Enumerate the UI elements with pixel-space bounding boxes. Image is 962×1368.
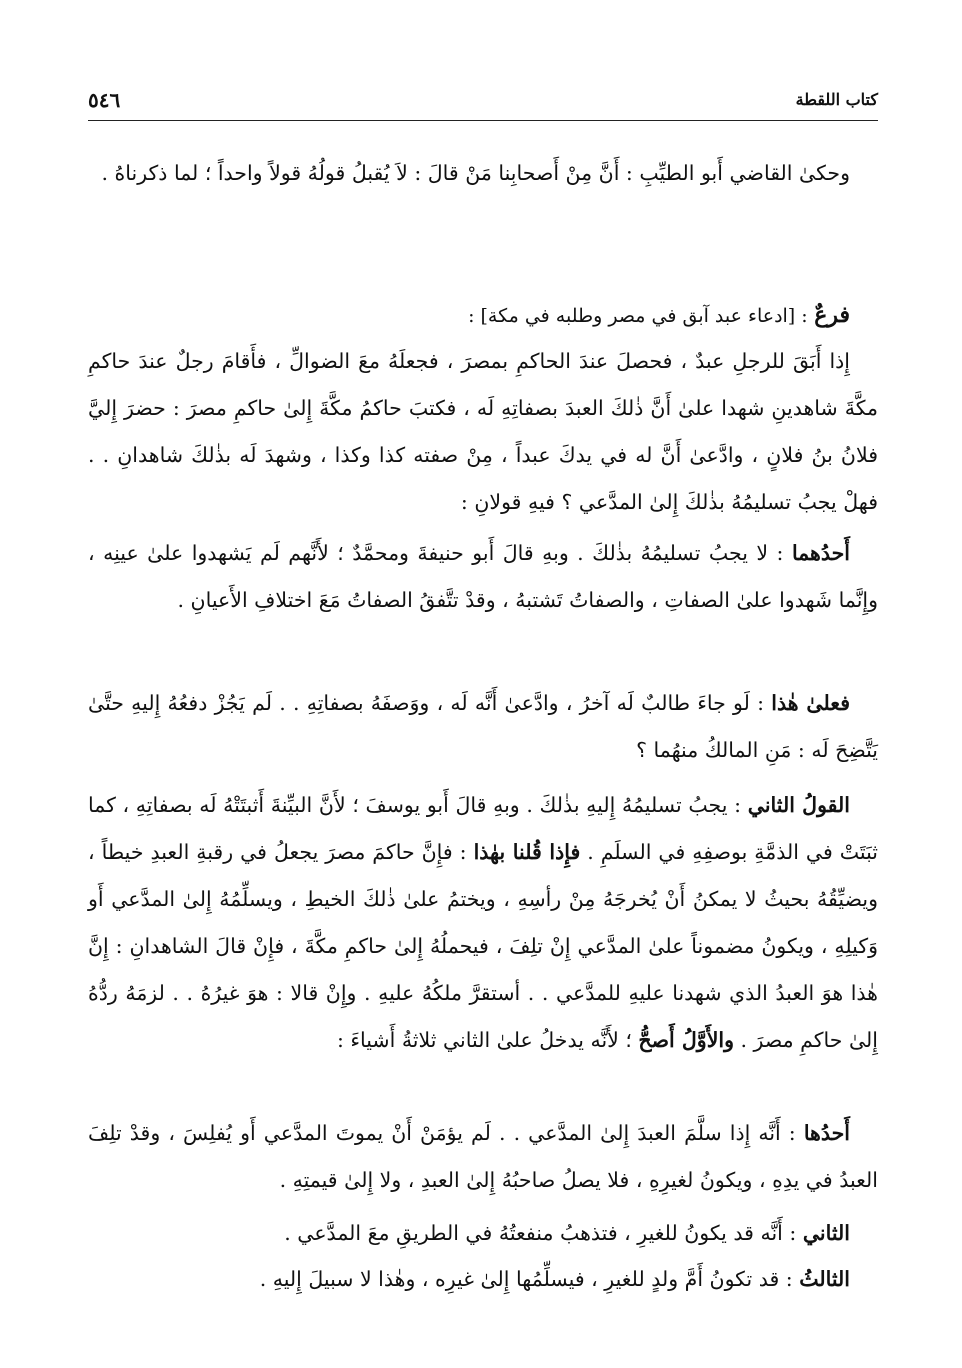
branch-title: : [ادعاء عبد آبق في مصر وطلبه في مكة] :: [468, 305, 808, 327]
reason-two-label: الثاني: [802, 1221, 850, 1245]
page-number: ٥٤٦: [88, 88, 121, 112]
reason-one-paragraph: [88, 1110, 878, 1204]
reason-one-text: : أَنَّه إِذا سلَّمَ العبدَ إِلىٰ المدَّعي . . لَم يؤمَنْ أَنْ يموتَ المدَّعي أَو يُفلِسَ ، وقدْ تلِفَ العبدُ في يدِهِ ، ويكونُ لغيرِهِ ، فلا يصلُ صاحبُهُ إِلىٰ العبدِ ، ولا إِلىٰ قيمتِهِ .: [88, 1121, 878, 1192]
book-page: [88, 70, 878, 1340]
second-opinion-paragraph: [88, 782, 878, 1064]
first-opinion-label: أَحدُهما: [791, 541, 850, 565]
second-opinion-text-c: ؛ لأَنَّه يدخلُ علىٰ الثاني ثلاثةُ أَشياءَ :: [336, 1028, 632, 1052]
story-paragraph: إِذا أَبَقَ للرجلِ عبدٌ ، فحصلَ عندَ الحاكمِ بمصرَ ، فجعلَهُ معَ الضوالِّ ، فأَقامَ رجلٌ عندَ حاكمِ مكَّةَ شاهدينِ شهدا علىٰ أَنَّ ذٰلكَ العبدَ بصفاتِهِ لَه ، فكتبَ حاكمُ مكَّةَ إِلىٰ حاكمِ مصرَ : حضرَ إِليَّ فلانُ بنُ فلانٍ ، وادَّعىٰ أَنَّ له في يدكَ عبداً ، مِنْ صفته كذا وكذا ، وشهدَ لَه بذٰلكَ شاهدانِ . . فهلْ يجبُ تسليمُهُ بذٰلكَ إِلىٰ المدَّعي ؟ فيهِ قولانِ :: [88, 349, 878, 514]
consequence-text: : لَو جاءَ طالبٌ لَه آخرُ ، وادَّعىٰ أَنَّه لَه ، ووَصفَهُ بصفاتِهِ . . لَم يَجُزْ دفعُهُ إِليهِ حتَّىٰ يَتَّضِحَ لَه : مَنِ المالكُ منهُما ؟: [88, 691, 878, 762]
second-opinion-text-a: : يجبُ تسليمُهُ إِليهِ بذٰلكَ . وبهِ قالَ أَبو يوسفَ ؛ لأَنَّ البيِّنةَ أَثبتَتْهُ لَه بصفاتِهِ ، كما ثبَتَتْ في الذمَّةِ بوصفِهِ في السلَمِ .: [88, 793, 878, 864]
abu-tayyib-paragraph: وحكىٰ القاضي أَبو الطيِّبِ : أَنَّ مِنْ أَصحابِنا مَنْ قالَ : لاَ يُقبلُ قولُهُ قولاً واحداً ؛ لما ذكرناهُ .: [101, 161, 850, 185]
consequence-label: فعلىٰ هٰذا: [771, 691, 850, 715]
branch-heading: [88, 292, 878, 340]
book-title: كتاب اللقطة: [795, 90, 878, 109]
reason-three-paragraph: [88, 1256, 878, 1303]
second-opinion-text-b: : فإِنَّ حاكمَ مصرَ يجعلُ في رقبةِ العبدِ خيطاً ، ويضيِّقُهُ بحيثُ لا يمكنُ أَنْ يُخرجَهُ مِنْ رأسِهِ ، ويختمُ علىٰ ذٰلكَ الخيطِ ، ويسلِّمُهُ إِلىٰ المدَّعي أَو وَكيلِهِ ، ويكونُ مضموناً علىٰ المدَّعي إِنْ تلِفَ ، فيحملُهُ إِلىٰ حاكمِ مكَّةَ ، فإِنْ قالَ الشاهدانِ : إِنَّ هٰذا هوَ العبدُ الذي شهدنا عليهِ للمدَّعي . . أستقرَّ ملكُهُ عليهِ . وإِنْ قالا : هوَ غيرُهُ . . لزمَهُ ردُّهُ إِلىٰ حاكمِ مصرَ .: [88, 840, 878, 1052]
reason-one-label: أَحدُها: [803, 1121, 850, 1145]
first-opinion-paragraph: [88, 530, 878, 624]
page-header: [88, 70, 878, 121]
reason-three-text: : قد تكونُ أَمَّ ولدٍ للغيرِ ، فيسلِّمُها إِلىٰ غيرِه ، وهٰذا لا سبيلَ إِليهِ .: [259, 1267, 793, 1291]
second-opinion-label: القولُ الثاني: [747, 793, 850, 817]
first-opinion-text: : لا يجبُ تسليمُهُ بذٰلكَ . وبهِ قالَ أَبو حنيفةَ ومحمَّدٌ ؛ لأَنَّهم لَم يَشهدوا علىٰ عينِه ، وإِنَّما شَهدوا علىٰ الصفاتِ ، والصفاتُ تَشتبهُ ، وقدْ تتَّفقُ الصفاتُ مَعَ اختلافِ الأَعيانِ .: [88, 541, 878, 612]
branch-label: فرعٌ: [814, 302, 850, 328]
second-opinion-bold-2: والأَوَّلُ أَصحُّ: [638, 1028, 734, 1052]
reason-three-label: الثالثُ: [799, 1267, 850, 1291]
reason-two-text: : أَنَّه قد يكونُ للغيرِ ، فتذهبُ منفعتُهُ في الطريقِ معَ المدَّعي .: [284, 1221, 797, 1245]
second-opinion-bold-1: فإِذا قُلنا بهٰذا: [473, 840, 581, 864]
consequence-paragraph: [88, 680, 878, 774]
reason-two-paragraph: [88, 1210, 878, 1257]
